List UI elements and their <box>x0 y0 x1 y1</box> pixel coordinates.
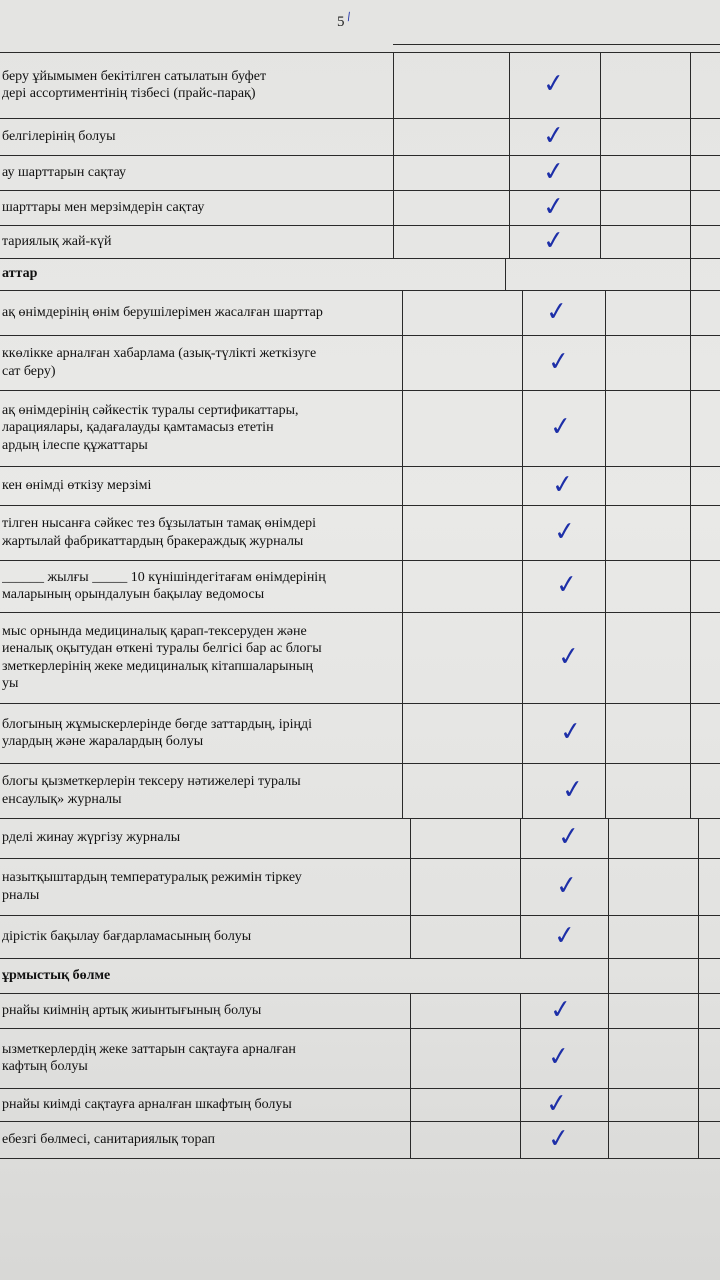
section-heading: аттар <box>2 266 38 282</box>
column-divider <box>608 818 609 858</box>
check-mark: ✓ <box>540 224 566 257</box>
criterion-cell: ау шарттарын сақтау <box>2 164 127 180</box>
column-divider <box>690 118 691 155</box>
column-divider <box>600 118 601 155</box>
column-divider <box>698 818 699 858</box>
row-divider <box>0 290 720 291</box>
page-number-value: 5 <box>337 14 345 30</box>
column-divider <box>522 390 523 466</box>
check-mark: ✓ <box>559 773 585 806</box>
section-heading: ұрмыстық бөлме <box>2 967 111 983</box>
column-divider <box>410 1028 411 1088</box>
column-divider <box>600 225 601 258</box>
column-divider <box>608 1028 609 1088</box>
check-mark: ✓ <box>553 568 579 602</box>
column-divider <box>410 1121 411 1158</box>
check-mark: ✓ <box>540 67 566 101</box>
criterion-cell: ақ өнімдерінің өнім берушілерімен жасалған шарттар <box>2 304 323 320</box>
criterion-cell: блогының жұмыскерлерінде бөгде заттардың, іріңді улардың және жаралардың болуы <box>2 716 312 749</box>
column-divider <box>393 52 394 118</box>
column-divider <box>608 1088 609 1121</box>
column-divider <box>402 703 403 763</box>
column-divider <box>520 993 521 1028</box>
column-divider <box>608 1121 609 1158</box>
criterion-cell: беру ұйымымен бекітілген сатылатын буфет дері ассортиментінің тізбесі (прайс-парақ) <box>2 68 267 101</box>
column-divider <box>690 612 691 703</box>
column-divider <box>520 1028 521 1088</box>
check-mark: ✓ <box>551 515 577 548</box>
column-divider <box>690 703 691 763</box>
column-divider <box>522 335 523 390</box>
column-divider <box>605 560 606 612</box>
column-divider <box>605 466 606 505</box>
column-divider <box>608 915 609 958</box>
row-divider <box>0 190 720 191</box>
check-mark: ✓ <box>546 1040 572 1074</box>
column-divider <box>509 52 510 118</box>
row-divider <box>0 52 720 53</box>
check-mark: ✓ <box>549 468 575 501</box>
column-divider <box>520 1121 521 1158</box>
column-divider <box>522 505 523 560</box>
criterion-cell: дірістік бақылау бағдарламасының болуы <box>2 928 252 944</box>
criterion-cell: назытқыштардың температуралық режимін тіркеу рналы <box>2 870 302 903</box>
column-divider <box>690 390 691 466</box>
column-divider <box>690 225 691 258</box>
criterion-cell: рнайы киімді сақтауға арналған шкафтың болуы <box>2 1096 292 1112</box>
row-divider <box>0 225 720 226</box>
column-divider <box>522 612 523 703</box>
column-divider <box>608 858 609 915</box>
criterion-cell: ебезгі бөлмесі, санитариялық торап <box>2 1131 216 1147</box>
row-divider <box>0 915 720 916</box>
column-divider <box>698 993 699 1028</box>
check-mark: ✓ <box>555 640 581 673</box>
page-number-annotation: / <box>345 9 352 24</box>
column-divider <box>402 505 403 560</box>
criterion-cell: мыс орнында медициналық қарап-тексеруден және иеналық оқытудан өткені туралы белгісі бар ас блогы зметкерлерінің жеке медициналық кітапшаларының уы <box>2 623 322 691</box>
row-divider <box>0 858 720 859</box>
page-number <box>337 9 352 31</box>
column-divider <box>410 858 411 915</box>
column-divider <box>690 290 691 335</box>
row-divider <box>0 763 720 764</box>
row-divider <box>0 118 720 119</box>
criterion-cell: тариялық жай-күй <box>2 233 112 249</box>
column-divider <box>698 958 699 993</box>
column-divider <box>402 290 403 335</box>
column-divider <box>393 155 394 190</box>
column-divider <box>605 703 606 763</box>
column-divider <box>402 763 403 818</box>
column-divider <box>698 858 699 915</box>
criterion-cell: рнайы киімнің артық жиынтығының болуы <box>2 1002 262 1018</box>
column-divider <box>402 560 403 612</box>
check-mark: ✓ <box>540 119 566 152</box>
check-mark: ✓ <box>544 1087 570 1120</box>
row-divider <box>0 505 720 506</box>
check-mark: ✓ <box>554 869 580 902</box>
column-divider <box>520 858 521 915</box>
column-divider <box>690 190 691 225</box>
column-divider <box>605 763 606 818</box>
column-divider <box>402 612 403 703</box>
check-mark: ✓ <box>547 410 573 444</box>
column-divider <box>393 118 394 155</box>
column-divider <box>690 155 691 190</box>
column-divider <box>605 335 606 390</box>
row-divider <box>0 1121 720 1122</box>
row-divider <box>0 390 720 391</box>
column-divider <box>698 1088 699 1121</box>
column-divider <box>410 915 411 958</box>
column-divider <box>520 1088 521 1121</box>
row-divider <box>0 958 720 959</box>
column-divider <box>509 225 510 258</box>
column-divider <box>393 225 394 258</box>
column-divider <box>600 155 601 190</box>
column-divider <box>690 335 691 390</box>
criterion-cell: ызметкерлердің жеке заттарын сақтауға арналған кафтың болуы <box>2 1041 296 1074</box>
row-divider <box>0 1028 720 1029</box>
criterion-cell: ккөлікке арналған хабарлама (азық-түлікті жеткізуге сат беру) <box>2 346 317 379</box>
column-divider <box>522 290 523 335</box>
criterion-cell: шарттары мен мерзімдерін сақтау <box>2 199 205 215</box>
column-divider <box>605 390 606 466</box>
criterion-cell: белгілерінің болуы <box>2 128 116 144</box>
check-mark: ✓ <box>543 295 569 328</box>
criterion-cell: блогы қызметкерлерін тексеру нәтижелері туралы енсаулық» журналы <box>2 774 301 807</box>
table-top-edge <box>393 44 720 45</box>
column-divider <box>410 818 411 858</box>
column-divider <box>600 52 601 118</box>
check-mark: ✓ <box>557 715 583 749</box>
row-divider <box>0 560 720 561</box>
column-divider <box>522 703 523 763</box>
row-divider <box>0 335 720 336</box>
column-divider <box>393 190 394 225</box>
column-divider <box>690 763 691 818</box>
column-divider <box>698 1121 699 1158</box>
column-divider <box>608 993 609 1028</box>
row-divider <box>0 818 720 819</box>
check-mark: ✓ <box>556 820 582 854</box>
column-divider <box>410 993 411 1028</box>
row-divider <box>0 1088 720 1089</box>
column-divider <box>402 335 403 390</box>
column-divider <box>410 1088 411 1121</box>
column-divider <box>698 1028 699 1088</box>
column-divider <box>690 560 691 612</box>
column-divider <box>605 290 606 335</box>
column-divider <box>509 190 510 225</box>
column-divider <box>520 818 521 858</box>
column-divider <box>690 52 691 118</box>
column-divider <box>522 466 523 505</box>
column-divider <box>402 390 403 466</box>
column-divider <box>690 505 691 560</box>
row-divider <box>0 1158 720 1159</box>
check-mark: ✓ <box>548 993 574 1026</box>
column-divider <box>509 118 510 155</box>
column-divider <box>509 155 510 190</box>
row-divider <box>0 155 720 156</box>
row-divider <box>0 612 720 613</box>
column-divider <box>505 258 506 290</box>
row-divider <box>0 258 720 259</box>
column-divider <box>402 466 403 505</box>
row-divider <box>0 466 720 467</box>
check-mark: ✓ <box>552 919 578 952</box>
column-divider <box>690 258 691 290</box>
criterion-cell: тілген нысанға сәйкес тез бұзылатын тамақ өнімдері жартылай фабрикаттардың бракераждық журналы <box>2 516 317 549</box>
criterion-cell: ақ өнімдерінің сәйкестік туралы сертификаттары, ларациялары, қадағалауды қамтамасыз ететін ардың ілеспе құжаттары <box>2 402 299 453</box>
row-divider <box>0 703 720 704</box>
check-mark: ✓ <box>540 155 566 188</box>
column-divider <box>520 915 521 958</box>
check-mark: ✓ <box>546 1122 572 1155</box>
column-divider <box>698 915 699 958</box>
row-divider <box>0 993 720 994</box>
column-divider <box>522 763 523 818</box>
criterion-cell: рделі жинау жүргізу журналы <box>2 830 181 846</box>
column-divider <box>522 560 523 612</box>
column-divider <box>605 612 606 703</box>
check-mark: ✓ <box>545 345 571 378</box>
column-divider <box>600 190 601 225</box>
criterion-cell: ______ жылғы _____ 10 күнішіндегітағам өнімдерінің маларының орындалуын бақылау ведомосы <box>2 569 326 602</box>
check-mark: ✓ <box>540 190 566 223</box>
column-divider <box>690 466 691 505</box>
column-divider <box>608 958 609 993</box>
column-divider <box>605 505 606 560</box>
criterion-cell: кен өнімді өткізу мерзімі <box>2 477 152 493</box>
